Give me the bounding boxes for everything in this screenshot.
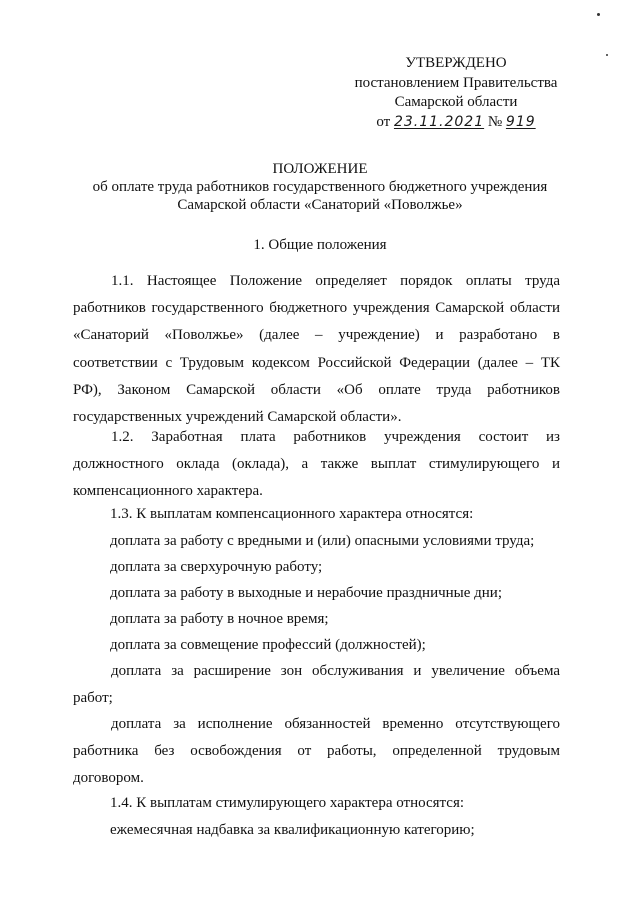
list-item: доплата за совмещение профессий (должностей); <box>110 637 426 653</box>
list-item: доплата за работу в ночное время; <box>110 611 329 627</box>
paragraph-1-2: 1.2. Заработная плата работников учреждения состоит из должностного оклада (оклада), а также выплат стимулирующего и компенсационного характера. <box>73 429 560 500</box>
handwritten-number: 919 <box>505 113 536 130</box>
title-line2: Самарской области «Санаторий «Поволжье» <box>177 197 463 213</box>
handwritten-date: 23.11.2021 <box>393 113 485 130</box>
list-item: доплата за работу в выходные и нерабочие праздничные дни; <box>110 585 503 601</box>
scan-speck <box>606 54 608 56</box>
list-item: доплата за сверхурочную работу; <box>110 559 323 575</box>
paragraph-1-1: 1.1. Настоящее Положение определяет порядок оплаты труда работников государственного бюджетного учреждения Самарской области «Санаторий «Поволжье» (далее – учреждение) и разработано в соответствии с Трудовым кодексом Российской Федерации (далее – ТК РФ), Законом Самарской области «Об оплате труда работников государственных учреждений Самарской области». <box>73 273 560 426</box>
approval-date-number <box>350 113 562 133</box>
list-item-temporary-duties: доплата за исполнение обязанностей временно отсутствующего работника без освобождения от работы, определенной трудовым договором. <box>73 716 560 787</box>
number-prefix: № <box>487 113 503 130</box>
list-item: ежемесячная надбавка за квалификационную категорию; <box>110 822 475 838</box>
list-item-zones: доплата за расширение зон обслуживания и увеличение объема работ; <box>73 663 560 707</box>
scan-speck <box>597 13 600 16</box>
paragraph-1-3-heading: 1.3. К выплатам компенсационного характера относятся: <box>110 506 474 522</box>
document-title <box>60 160 580 214</box>
title-line1: об оплате труда работников государственного бюджетного учреждения <box>92 179 548 195</box>
approved-by-line2: Самарской области <box>394 94 518 110</box>
section-heading: 1. Общие положения <box>253 237 387 253</box>
approved-label: УТВЕРЖДЕНО <box>405 55 507 71</box>
paragraph-1-4-heading: 1.4. К выплатам стимулирующего характера относятся: <box>110 795 465 811</box>
list-item: доплата за работу с вредными и (или) опасными условиями труда; <box>110 533 535 549</box>
title-word: ПОЛОЖЕНИЕ <box>272 161 368 177</box>
date-prefix: от <box>376 113 391 130</box>
approved-by-line1: постановлением Правительства <box>354 74 558 91</box>
approval-stamp <box>350 54 562 132</box>
